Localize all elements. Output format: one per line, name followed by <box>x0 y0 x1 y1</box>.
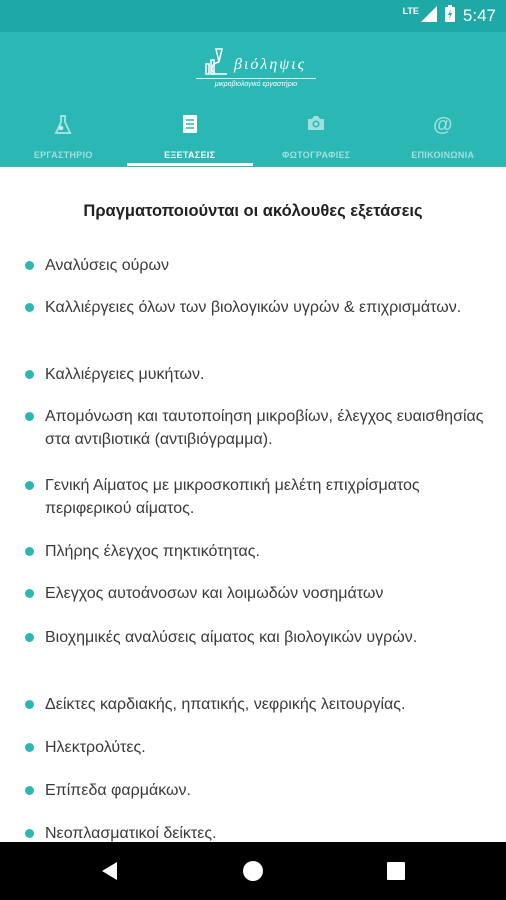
status-bar <box>0 0 506 32</box>
home-button[interactable] <box>223 842 283 900</box>
list-item: Πλήρης έλεγχος πηκτικότητας. <box>45 540 485 563</box>
network-type-label: LTE <box>402 6 419 16</box>
list-icon <box>127 114 254 136</box>
bullet <box>25 261 34 270</box>
bullet <box>25 829 34 838</box>
tab-bar <box>0 104 506 167</box>
page-title: Πραγματοποιούνται οι ακόλουθες εξετάσεις <box>83 202 423 220</box>
bullet <box>25 786 34 795</box>
bullet <box>25 412 34 421</box>
battery-icon <box>445 5 455 27</box>
camera-icon <box>253 114 380 136</box>
app-logo <box>196 46 316 92</box>
list-item: Καλλιέργειες όλων των βιολογικών υγρών & επιχρισμάτων. <box>45 296 485 319</box>
flask-icon <box>0 114 127 136</box>
signal-icon <box>421 6 437 27</box>
list-item: Επίπεδα φαρμάκων. <box>45 779 485 802</box>
tab-photos-label: ΦΩΤΟΓΡΑΦΙΕΣ <box>281 150 351 160</box>
logo-title: βιόληψις <box>234 56 307 73</box>
at-icon: @ <box>432 114 453 136</box>
system-nav-bar <box>0 842 506 900</box>
clock: 5:47 <box>462 6 496 25</box>
recents-button[interactable] <box>366 842 426 900</box>
tab-contact-label: ΕΠΙΚΟΙΝΩΝΙΑ <box>411 150 475 160</box>
bullet <box>25 589 34 598</box>
bullet <box>25 547 34 556</box>
back-icon <box>101 861 119 881</box>
list-item: Δείκτες καρδιακής, ηπατικής, νεφρικής λειτουργίας. <box>45 693 485 716</box>
list-item: Ηλεκτρολύτες. <box>45 736 485 759</box>
list-item: Αναλύσεις ούρων <box>45 254 485 277</box>
list-item: Γενική Αίματος με μικροσκοπική μελέτη επιχρίσματος περιφερικού αίματος. <box>45 474 485 520</box>
microscope-logo-icon <box>202 46 232 78</box>
exams-content <box>0 167 506 842</box>
tab-exams[interactable] <box>127 104 254 167</box>
bullet <box>25 303 34 312</box>
tab-contact[interactable] <box>380 104 506 167</box>
list-item: Νεοπλασματικοί δείκτες. <box>45 822 485 842</box>
logo-divider <box>196 78 316 79</box>
bullet <box>25 743 34 752</box>
home-icon <box>242 860 264 882</box>
app-header <box>0 32 506 167</box>
logo-subtitle: μικροβιολογικό εργαστήριο <box>214 81 298 88</box>
tab-lab[interactable] <box>0 104 127 167</box>
bullet <box>25 700 34 709</box>
list-item: Απομόνωση και ταυτοποίηση μικροβίων, έλεγχος ευαισθησίας στα αντιβιοτικά (αντιβιόγραμμα). <box>45 405 485 451</box>
bullet <box>25 481 34 490</box>
list-item: Βιοχημικές αναλύσεις αίματος και βιολογικών υγρών. <box>45 626 485 649</box>
active-tab-indicator <box>127 163 253 166</box>
bullet <box>25 370 34 379</box>
list-item: Καλλιέργειες μυκήτων. <box>45 363 485 386</box>
list-item: Ελεγχος αυτοάνοσων και λοιμωδών νοσημάτων <box>45 582 485 605</box>
bullet <box>25 633 34 642</box>
recents-icon <box>387 862 405 880</box>
tab-lab-label: ΕΡΓΑΣΤΗΡΙΟ <box>33 150 93 160</box>
tab-exams-label: ΕΞΕΤΑΣΕΙΣ <box>164 150 216 160</box>
tab-photos[interactable] <box>253 104 380 167</box>
back-button[interactable] <box>80 842 140 900</box>
